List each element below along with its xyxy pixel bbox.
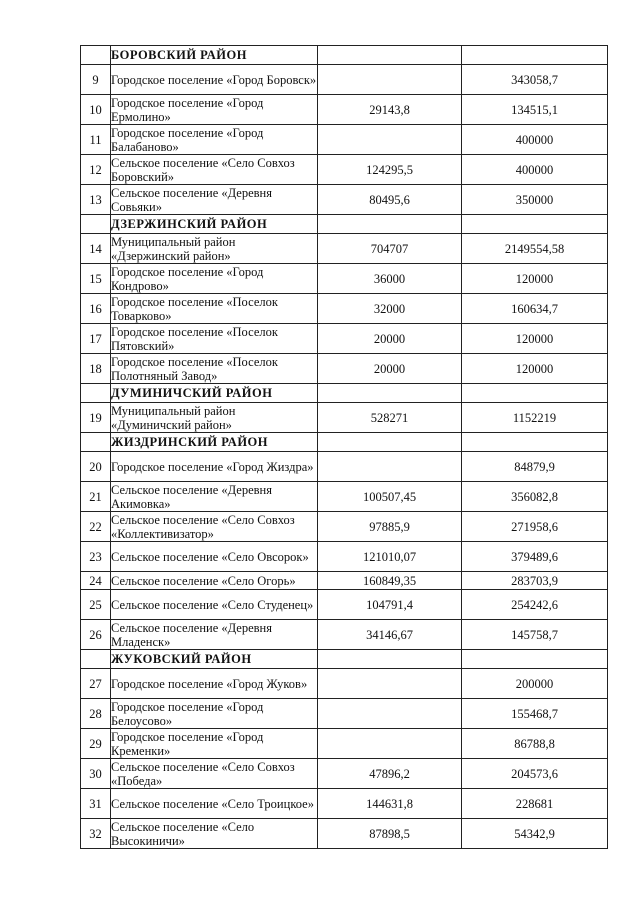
value-column-2: 84879,9	[462, 452, 608, 482]
district-name: ЖУКОВСКИЙ РАЙОН	[111, 650, 318, 669]
value-column-1: 20000	[318, 354, 462, 384]
table-body	[81, 46, 608, 849]
value-column-1: 29143,8	[318, 95, 462, 125]
district-value-cell-2	[462, 46, 608, 65]
settlement-name: Городское поселение «Город Кременки»	[111, 729, 318, 759]
value-column-2: 343058,7	[462, 65, 608, 95]
district-number-cell	[81, 46, 111, 65]
row-number: 16	[81, 294, 111, 324]
table-row	[81, 699, 608, 729]
value-column-1: 528271	[318, 403, 462, 433]
district-name: ЖИЗДРИНСКИЙ РАЙОН	[111, 433, 318, 452]
district-value-cell-1	[318, 46, 462, 65]
settlement-name: Городское поселение «Город Белоусово»	[111, 699, 318, 729]
district-name: ДУМИНИЧСКИЙ РАЙОН	[111, 384, 318, 403]
value-column-1: 32000	[318, 294, 462, 324]
row-number: 25	[81, 590, 111, 620]
table-row	[81, 155, 608, 185]
row-number: 17	[81, 324, 111, 354]
settlement-name: Сельское поселение «Село Высокиничи»	[111, 819, 318, 849]
table-row	[81, 819, 608, 849]
district-header-row	[81, 215, 608, 234]
row-number: 29	[81, 729, 111, 759]
value-column-1	[318, 729, 462, 759]
row-number: 32	[81, 819, 111, 849]
district-value-cell-1	[318, 650, 462, 669]
district-number-cell	[81, 650, 111, 669]
settlement-name: Городское поселение «Поселок Пятовский»	[111, 324, 318, 354]
table-row	[81, 452, 608, 482]
value-column-1	[318, 125, 462, 155]
district-header-row	[81, 650, 608, 669]
value-column-1: 97885,9	[318, 512, 462, 542]
value-column-2: 283703,9	[462, 572, 608, 590]
row-number: 13	[81, 185, 111, 215]
settlement-name: Сельское поселение «Село Совхоз «Победа»	[111, 759, 318, 789]
district-value-cell-1	[318, 215, 462, 234]
settlement-name: Городское поселение «Город Жиздра»	[111, 452, 318, 482]
district-number-cell	[81, 433, 111, 452]
table-row	[81, 620, 608, 650]
table-row	[81, 95, 608, 125]
value-column-2: 2149554,58	[462, 234, 608, 264]
row-number: 9	[81, 65, 111, 95]
value-column-2: 145758,7	[462, 620, 608, 650]
row-number: 12	[81, 155, 111, 185]
district-name: БОРОВСКИЙ РАЙОН	[111, 46, 318, 65]
row-number: 21	[81, 482, 111, 512]
table-row	[81, 572, 608, 590]
settlement-name: Городское поселение «Город Ермолино»	[111, 95, 318, 125]
row-number: 22	[81, 512, 111, 542]
table-row	[81, 294, 608, 324]
settlement-name: Городское поселение «Город Боровск»	[111, 65, 318, 95]
budget-table	[80, 45, 608, 849]
table-row	[81, 354, 608, 384]
settlement-name: Городское поселение «Поселок Полотняный Завод»	[111, 354, 318, 384]
row-number: 14	[81, 234, 111, 264]
value-column-1: 20000	[318, 324, 462, 354]
row-number: 18	[81, 354, 111, 384]
value-column-2: 120000	[462, 354, 608, 384]
row-number: 20	[81, 452, 111, 482]
table-row	[81, 65, 608, 95]
value-column-2: 400000	[462, 155, 608, 185]
district-number-cell	[81, 384, 111, 403]
table-row	[81, 403, 608, 433]
value-column-1	[318, 669, 462, 699]
district-header-row	[81, 433, 608, 452]
value-column-2: 400000	[462, 125, 608, 155]
row-number: 28	[81, 699, 111, 729]
value-column-1: 47896,2	[318, 759, 462, 789]
table-row	[81, 759, 608, 789]
value-column-1: 80495,6	[318, 185, 462, 215]
value-column-1: 104791,4	[318, 590, 462, 620]
value-column-1: 36000	[318, 264, 462, 294]
value-column-1: 100507,45	[318, 482, 462, 512]
value-column-2: 350000	[462, 185, 608, 215]
value-column-1: 160849,35	[318, 572, 462, 590]
row-number: 10	[81, 95, 111, 125]
value-column-2: 271958,6	[462, 512, 608, 542]
table-row	[81, 185, 608, 215]
value-column-1: 124295,5	[318, 155, 462, 185]
value-column-1	[318, 65, 462, 95]
settlement-name: Сельское поселение «Деревня Акимовка»	[111, 482, 318, 512]
row-number: 26	[81, 620, 111, 650]
value-column-2: 86788,8	[462, 729, 608, 759]
value-column-2: 228681	[462, 789, 608, 819]
row-number: 27	[81, 669, 111, 699]
table-row	[81, 125, 608, 155]
settlement-name: Сельское поселение «Село Совхоз «Коллективизатор»	[111, 512, 318, 542]
table-row	[81, 542, 608, 572]
settlement-name: Городское поселение «Город Балабаново»	[111, 125, 318, 155]
district-value-cell-1	[318, 384, 462, 403]
settlement-name: Сельское поселение «Деревня Младенск»	[111, 620, 318, 650]
value-column-2: 120000	[462, 264, 608, 294]
value-column-2: 160634,7	[462, 294, 608, 324]
table-row	[81, 234, 608, 264]
district-name: ДЗЕРЖИНСКИЙ РАЙОН	[111, 215, 318, 234]
row-number: 24	[81, 572, 111, 590]
value-column-2: 254242,6	[462, 590, 608, 620]
row-number: 19	[81, 403, 111, 433]
value-column-1	[318, 452, 462, 482]
table-row	[81, 512, 608, 542]
district-value-cell-1	[318, 433, 462, 452]
value-column-2: 54342,9	[462, 819, 608, 849]
row-number: 31	[81, 789, 111, 819]
table-row	[81, 789, 608, 819]
settlement-name: Сельское поселение «Село Совхоз Боровский»	[111, 155, 318, 185]
table-row	[81, 482, 608, 512]
settlement-name: Сельское поселение «Село Студенец»	[111, 590, 318, 620]
settlement-name: Сельское поселение «Село Троицкое»	[111, 789, 318, 819]
row-number: 30	[81, 759, 111, 789]
district-value-cell-2	[462, 650, 608, 669]
value-column-2: 120000	[462, 324, 608, 354]
table-row	[81, 729, 608, 759]
table-row	[81, 264, 608, 294]
value-column-1: 144631,8	[318, 789, 462, 819]
row-number: 15	[81, 264, 111, 294]
settlement-name: Муниципальный район «Дзержинский район»	[111, 234, 318, 264]
settlement-name: Сельское поселение «Деревня Совьяки»	[111, 185, 318, 215]
settlement-name: Городское поселение «Поселок Товарково»	[111, 294, 318, 324]
value-column-1: 34146,67	[318, 620, 462, 650]
value-column-1: 704707	[318, 234, 462, 264]
district-number-cell	[81, 215, 111, 234]
district-header-row	[81, 384, 608, 403]
value-column-1: 87898,5	[318, 819, 462, 849]
table-row	[81, 669, 608, 699]
value-column-2: 204573,6	[462, 759, 608, 789]
settlement-name: Сельское поселение «Село Огорь»	[111, 572, 318, 590]
value-column-2: 1152219	[462, 403, 608, 433]
district-value-cell-2	[462, 433, 608, 452]
value-column-1	[318, 699, 462, 729]
district-header-row	[81, 46, 608, 65]
value-column-2: 134515,1	[462, 95, 608, 125]
value-column-2: 200000	[462, 669, 608, 699]
district-value-cell-2	[462, 215, 608, 234]
value-column-2: 379489,6	[462, 542, 608, 572]
value-column-2: 356082,8	[462, 482, 608, 512]
settlement-name: Сельское поселение «Село Овсорок»	[111, 542, 318, 572]
table-row	[81, 590, 608, 620]
value-column-1: 121010,07	[318, 542, 462, 572]
table-row	[81, 324, 608, 354]
settlement-name: Городское поселение «Город Кондрово»	[111, 264, 318, 294]
district-value-cell-2	[462, 384, 608, 403]
row-number: 11	[81, 125, 111, 155]
settlement-name: Муниципальный район «Думиничский район»	[111, 403, 318, 433]
row-number: 23	[81, 542, 111, 572]
settlement-name: Городское поселение «Город Жуков»	[111, 669, 318, 699]
value-column-2: 155468,7	[462, 699, 608, 729]
